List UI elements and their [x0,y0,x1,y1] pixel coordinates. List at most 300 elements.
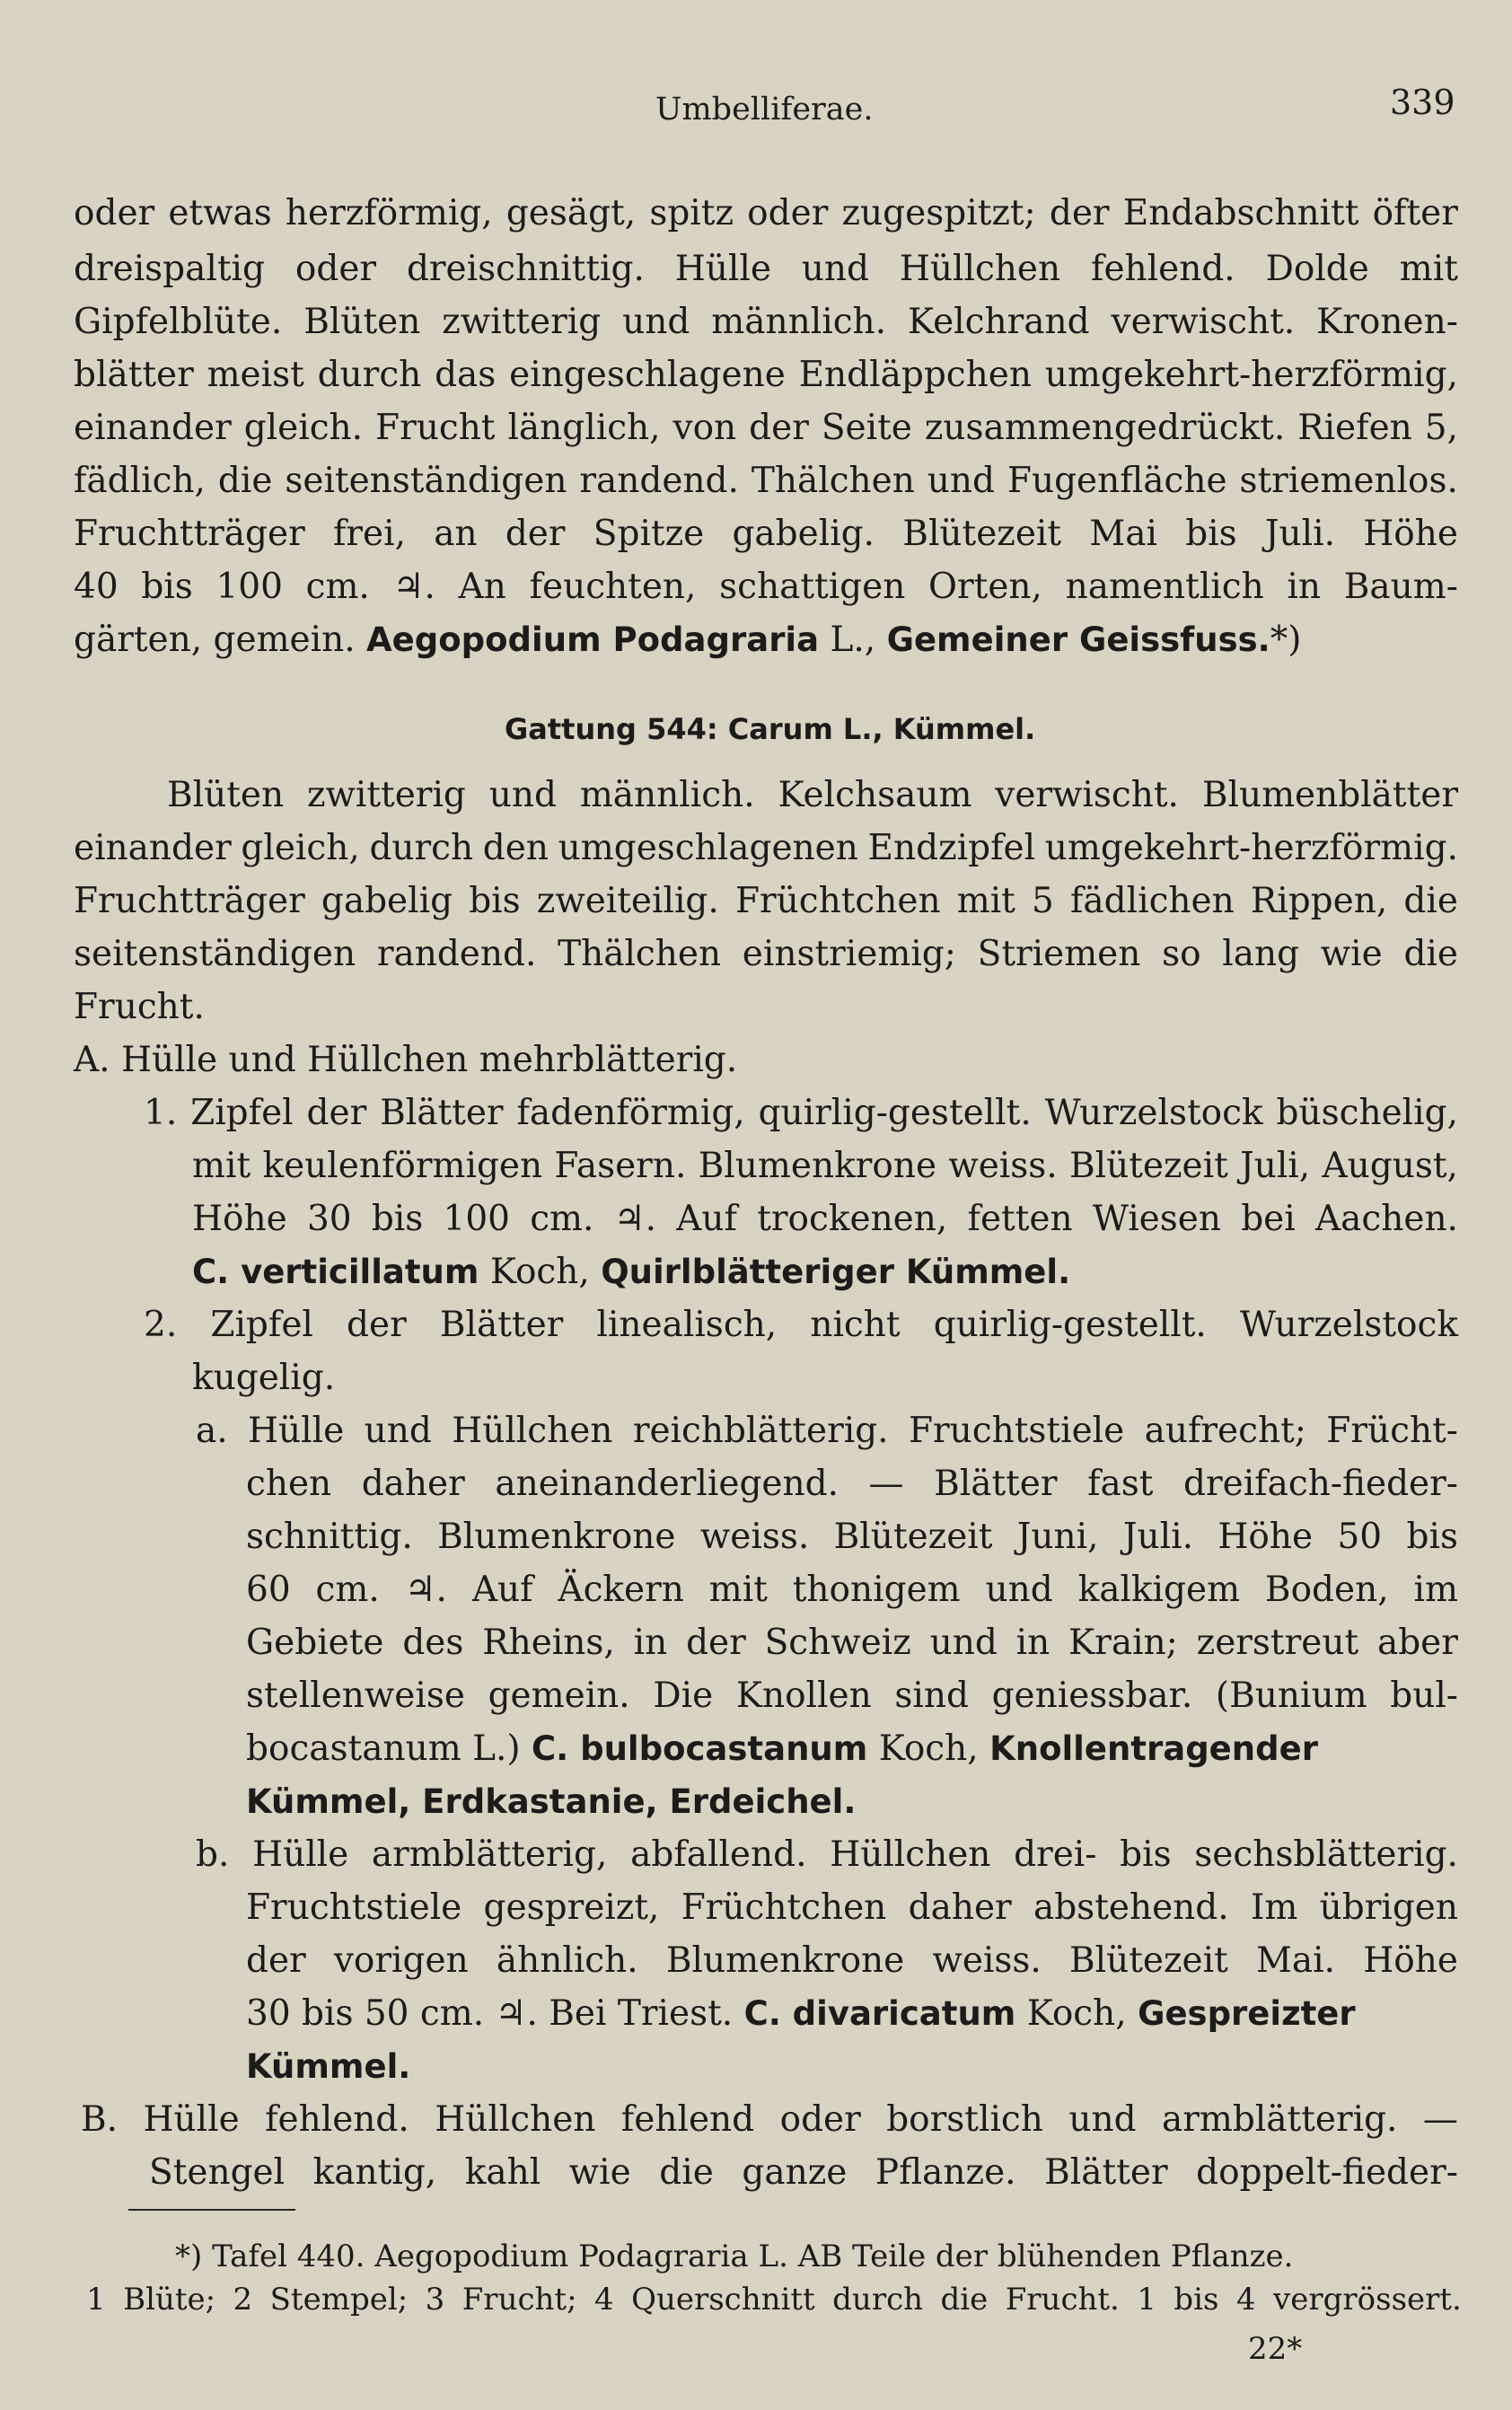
common-name: Kümmel. [246,2047,411,2086]
word: umgekehrt-herzförmig. [1044,828,1458,868]
word: reichblätterig. [632,1411,889,1451]
word: weiss. [948,1146,1058,1186]
word: daher [908,1887,1012,1928]
word: Mai. [1255,1940,1336,1981]
word: sind [894,1676,969,1716]
word: Kelchsaum [778,775,972,815]
word: Blumenkrone [665,1940,905,1981]
word: Fruchtträger [74,514,305,554]
word: fädlich, [74,461,206,501]
word: und [1068,2099,1137,2140]
word: männlich. [579,775,755,815]
word: fast [1087,1464,1154,1504]
word: Frucht. [1005,2282,1120,2318]
word: oder [779,2099,861,2140]
word: Blütezeit [833,1517,993,1557]
word: cm. [530,1199,594,1239]
page-number: 339 [1390,83,1455,122]
word: 4 [1235,2282,1256,2318]
word: Kelchrand [908,302,1090,342]
word: Kronen- [1316,302,1458,342]
word: schattigen [719,567,906,607]
word: im [1413,1570,1458,1610]
word: einander [74,408,232,448]
word: 1. [144,1093,178,1133]
word: kalkigem [1077,1570,1241,1610]
word: Thälchen [751,461,915,501]
species-name: C. verticillatum [192,1253,479,1291]
word: namentlich [1065,567,1264,607]
text-line [246,1675,1458,1718]
word: bis [1185,514,1237,554]
word: quirlig-gestellt. [758,1093,1032,1133]
footnote-rule [128,2209,295,2211]
word: (Bunium [1215,1676,1367,1716]
word: herzförmig, [285,193,493,233]
word: ganze [742,2152,848,2193]
word: kahl [464,2152,541,2193]
text-line [74,513,1458,556]
word: 4 [593,2282,614,2318]
word: meist [207,355,304,395]
key-item-b [81,2098,1458,2142]
word: Blüte; [123,2282,216,2318]
word: der [505,514,566,554]
word: Querschnitt [631,2282,815,2318]
word: abstehend. [1033,1887,1229,1928]
word: randend. [579,461,739,501]
word: mit [956,881,1015,921]
word: — [868,1464,904,1504]
word: zweiteilig. [536,881,719,921]
word: Juli. [1264,514,1335,554]
word: Hülle [248,1411,345,1451]
text-line: Frucht. [74,987,205,1027]
word: und [622,302,690,342]
word: gespreizt, [483,1887,660,1928]
word: b. [196,1834,230,1875]
word: und [929,1623,998,1663]
common-name: Quirlblätteriger Kümmel. [601,1253,1071,1291]
word: Stempel; [269,2282,409,2318]
word: Juli, [1240,1146,1311,1186]
footnote-marker: *) [1270,620,1302,660]
text-line [74,354,1458,397]
word: Blätter [1044,2152,1168,2193]
word: Höhe [192,1199,287,1239]
word: Hüllchen [452,1411,613,1451]
word: fetten [967,1199,1073,1239]
word: bis [1174,2282,1219,2318]
word: der [246,1940,306,1981]
word: des [402,1623,464,1663]
word: Spitze [593,514,705,554]
text-line [149,2151,1458,2195]
word: trockenen, [757,1199,948,1239]
word: Knollen [735,1676,872,1716]
common-name: Gespreizter [1138,1994,1356,2033]
word: 50 [1337,1517,1383,1557]
word: aber [1376,1623,1458,1663]
word: und [927,461,995,501]
footnote-line: *) Tafel 440. Aegopodium Podagraria L. AB Teile der blühenden Pflanze. [175,2238,1294,2274]
word: ♃. [392,567,435,607]
word: durch [832,2282,924,2318]
genus-heading: Gattung 544: Carum L., Kümmel. [505,712,1036,746]
word: und [364,1411,432,1451]
text-line: kugelig. [192,1358,336,1398]
word: doppelt-fieder- [1196,2152,1458,2193]
word: fehlend [620,2099,755,2140]
word: quirlig-gestellt. [933,1305,1207,1345]
word: bis [371,1199,424,1239]
word: 100 [215,567,283,607]
word: ♃. [613,1199,657,1239]
word: Blätter [380,1093,504,1133]
word: 30 [306,1199,352,1239]
word: ähnlich. [496,1940,638,1981]
word: der [1049,193,1110,233]
word: die [1403,881,1458,921]
word: zerstreut [1196,1623,1359,1663]
text-run: Koch, [867,1728,990,1769]
word: zusammengedrückt. [924,408,1286,448]
word: vergrössert. [1273,2282,1462,2318]
word: Auf [471,1570,533,1610]
word: gemein. [488,1676,630,1716]
word: Fruchtstiele [908,1411,1125,1451]
word: Blüten [167,775,285,815]
word: übrigen [1319,1887,1458,1928]
word: Juni, [1016,1517,1099,1557]
word: dreischnittig. [406,249,645,289]
word: durch [369,828,474,868]
word: Riefen [1297,408,1412,448]
word: Rheins, [482,1623,615,1663]
word: armblätterig. [1161,2099,1398,2140]
word: Blätter [934,1464,1058,1504]
text-line [246,1569,1458,1612]
word: zwitterig [442,302,602,342]
word: Juli. [1122,1517,1194,1557]
word: zwitterig [306,775,466,815]
word: Endläppchen [798,355,1032,395]
word: oder [294,249,377,289]
word: Aachen. [1314,1199,1458,1239]
word: randend. [376,934,537,974]
text-line [196,1834,1458,1877]
word: cm. [305,567,370,607]
word: cm. [315,1570,380,1610]
text-run: Koch, [479,1252,602,1292]
text-line [144,1092,1458,1135]
word: umgeschlagenen [558,828,858,868]
word: Früchtchen [734,881,941,921]
word: Höhe [1218,1517,1314,1557]
word: Schweiz [764,1623,911,1663]
word: bis [1406,1517,1458,1557]
word: keulenförmigen [262,1146,543,1186]
word: einander [74,828,232,868]
word: die [1403,934,1458,974]
word: lang [1222,934,1300,974]
word: fädlichen [1069,881,1235,921]
word: B. [81,2099,119,2140]
word: abfallend. [630,1834,807,1875]
word: und [488,775,557,815]
text-line [196,1410,1458,1453]
word: chen [246,1464,332,1504]
footnote-line [86,2278,1462,2321]
word: dreifach-fieder- [1183,1464,1458,1504]
word: oder [747,193,829,233]
text-line [192,1145,1458,1188]
word: 5 [1032,881,1054,921]
word: geniessbar. [991,1676,1193,1716]
word: Höhe [1363,1940,1458,1981]
word: die [217,461,273,501]
word: frei, [332,514,406,554]
word: büschelig, [1276,1093,1458,1133]
word: einstriemig; [742,934,956,974]
word: vorigen [333,1940,469,1981]
word: gleich, [241,828,360,868]
text-line [246,1728,1318,1771]
text-line [74,192,1458,235]
word: borstlich [886,2099,1043,2140]
word: weiss. [932,1940,1042,1981]
word: bis [141,567,193,607]
word: gesägt, [505,193,637,233]
word: fehlend. [265,2099,409,2140]
word: öfter [1372,193,1458,233]
word: Hülle [674,249,771,289]
word: umgekehrt-herzförmig, [1044,355,1458,395]
word: Hüllchen [830,1834,991,1875]
word: zugespitzt; [841,193,1036,233]
word: Wurzelstock [1239,1305,1458,1345]
word: in [1015,1623,1050,1663]
word: Boden, [1264,1570,1389,1610]
text-line [246,1622,1458,1665]
word: seitenständigen [74,934,356,974]
word: Zipfel [190,1093,294,1133]
word: Auf [676,1199,737,1239]
word: 1 [86,2282,106,2318]
word: Blumenkrone [437,1517,676,1557]
text-line [74,407,1458,450]
text-line [246,1781,856,1824]
word: sechsblätterig. [1194,1834,1458,1875]
word: Hülle [143,2099,240,2140]
word: fehlend. [1091,249,1235,289]
text-line [246,1939,1458,1983]
word: ♃. [404,1570,447,1610]
species-name: Aegopodium Podagraria [366,620,820,659]
word: bei [1241,1199,1296,1239]
word: Hülle [252,1834,349,1875]
common-name: Gemeiner Geissfuss. [886,620,1270,659]
word: 40 [74,567,119,607]
word: Blüten [303,302,421,342]
word: die [659,2152,714,2193]
word: Fugenfläche [1007,461,1227,501]
word: Blütezeit [1069,1146,1228,1186]
word: Blumenkrone [698,1146,937,1186]
text-line [192,1198,1458,1241]
word: An [458,567,506,607]
word: gabelig [321,881,453,921]
word: mit [192,1146,251,1186]
word: nicht [810,1305,901,1345]
text-run: gärten, gemein. [74,620,367,660]
word: Im [1250,1887,1298,1928]
word: verwischt. [995,775,1179,815]
word: Früchtchen [681,1887,887,1928]
word: August, [1322,1146,1458,1186]
word: in [633,1623,668,1663]
text-line [74,880,1458,923]
word: das [435,355,497,395]
word: Wurzelstock [1044,1093,1263,1133]
text-line [74,460,1458,503]
species-name: C. bulbocastanum [532,1729,868,1768]
word: der [749,408,809,448]
word: Orten, [928,567,1042,607]
word: thonigem [792,1570,961,1610]
text-line [246,1887,1458,1930]
text-line [246,1992,1356,2036]
text-run: Koch, [1015,1993,1138,2034]
word: Wiesen [1092,1199,1221,1239]
word: Hüllchen [435,2099,596,2140]
word: Krain; [1068,1623,1178,1663]
word: gleich. [243,408,364,448]
text-run: 30 bis 50 cm. ♃. Bei Triest. [246,1993,744,2034]
word: eingeschlagene [509,355,786,395]
word: wie [568,2152,631,2193]
word: Blätter [439,1305,564,1345]
word: bis [469,881,521,921]
text-line [74,827,1458,870]
word: von [672,408,737,448]
word: stellenweise [246,1676,465,1716]
word: so [1162,934,1201,974]
word: Endabschnitt [1122,193,1359,233]
word: etwas [168,193,272,233]
text-line [167,774,1458,817]
word: durch [317,355,422,395]
word: Fasern. [554,1146,687,1186]
word: 2. [144,1305,178,1345]
word: daher [361,1464,465,1504]
word: Äckern [558,1570,684,1610]
word: Seite [821,408,912,448]
word: länglich, [507,408,661,448]
word: Zipfel [210,1305,313,1345]
signature-mark: 22* [1248,2331,1303,2367]
word: der [686,1623,746,1663]
word: dreispaltig [74,249,265,289]
word: blätter [74,355,194,395]
word: Frücht- [1326,1411,1458,1451]
word: den [482,828,549,868]
word: an [434,514,478,554]
word: aneinanderliegend. [495,1464,839,1504]
word: mit [1399,249,1458,289]
text-run: bocastanum L.) [246,1728,532,1769]
word: mit [708,1570,768,1610]
common-name: Knollentragender [989,1729,1318,1768]
word: Gipfelblüte. [74,302,283,342]
word: Rippen, [1250,881,1388,921]
word: weiss. [699,1517,810,1557]
running-header: Umbelliferae. [655,92,874,128]
species-name: C. divaricatum [743,1994,1016,2033]
text-line [246,1516,1458,1559]
word: 5, [1424,408,1458,448]
word: Pflanze. [875,2152,1016,2193]
word: 60 [246,1570,291,1610]
word: die [940,2282,989,2318]
word: Striemen [977,934,1141,974]
word: bis [1120,1834,1172,1875]
text-line [74,248,1458,291]
word: gabelig. [732,514,875,554]
word: oder [74,193,155,233]
text-line [246,1463,1458,1506]
text-line [246,2045,410,2089]
word: Die [653,1676,714,1716]
word: 3 [425,2282,445,2318]
key-item-a: A. Hülle und Hüllchen mehrblätterig. [74,1040,738,1080]
word: und [985,1570,1053,1610]
word: der [347,1305,407,1345]
word: und [801,249,869,289]
word: linealisch, [596,1305,778,1345]
text-line [74,619,1301,662]
word: Fruchtträger [74,881,305,921]
word: Hüllchen [899,249,1061,289]
word: Blumenblätter [1201,775,1458,815]
word: bul- [1390,1676,1458,1716]
word: seitenständigen [285,461,567,501]
word: männlich. [711,302,887,342]
word: armblätterig, [371,1834,608,1875]
common-name: Kümmel, Erdkastanie, Erdeichel. [246,1782,857,1821]
word: der [306,1093,367,1133]
word: Gebiete [246,1623,384,1663]
word: Endzipfel [867,828,1036,868]
text-line [74,301,1458,344]
word: Fruchtstiele [246,1887,462,1928]
text-line [74,933,1458,976]
text-line [144,1304,1458,1347]
word: a. [196,1411,228,1451]
word: verwischt. [1111,302,1296,342]
word: Dolde [1265,249,1369,289]
word: striemenlos. [1239,461,1458,501]
word: kantig, [312,2152,437,2193]
word: schnittig. [246,1517,413,1557]
word: Frucht; [462,2282,577,2318]
word: feuchten, [529,567,697,607]
word: Stengel [149,2152,286,2193]
text-line [192,1251,1070,1294]
word: Baum- [1343,567,1458,607]
text-run: L., [819,620,887,660]
word: Blütezeit [1069,1940,1228,1981]
